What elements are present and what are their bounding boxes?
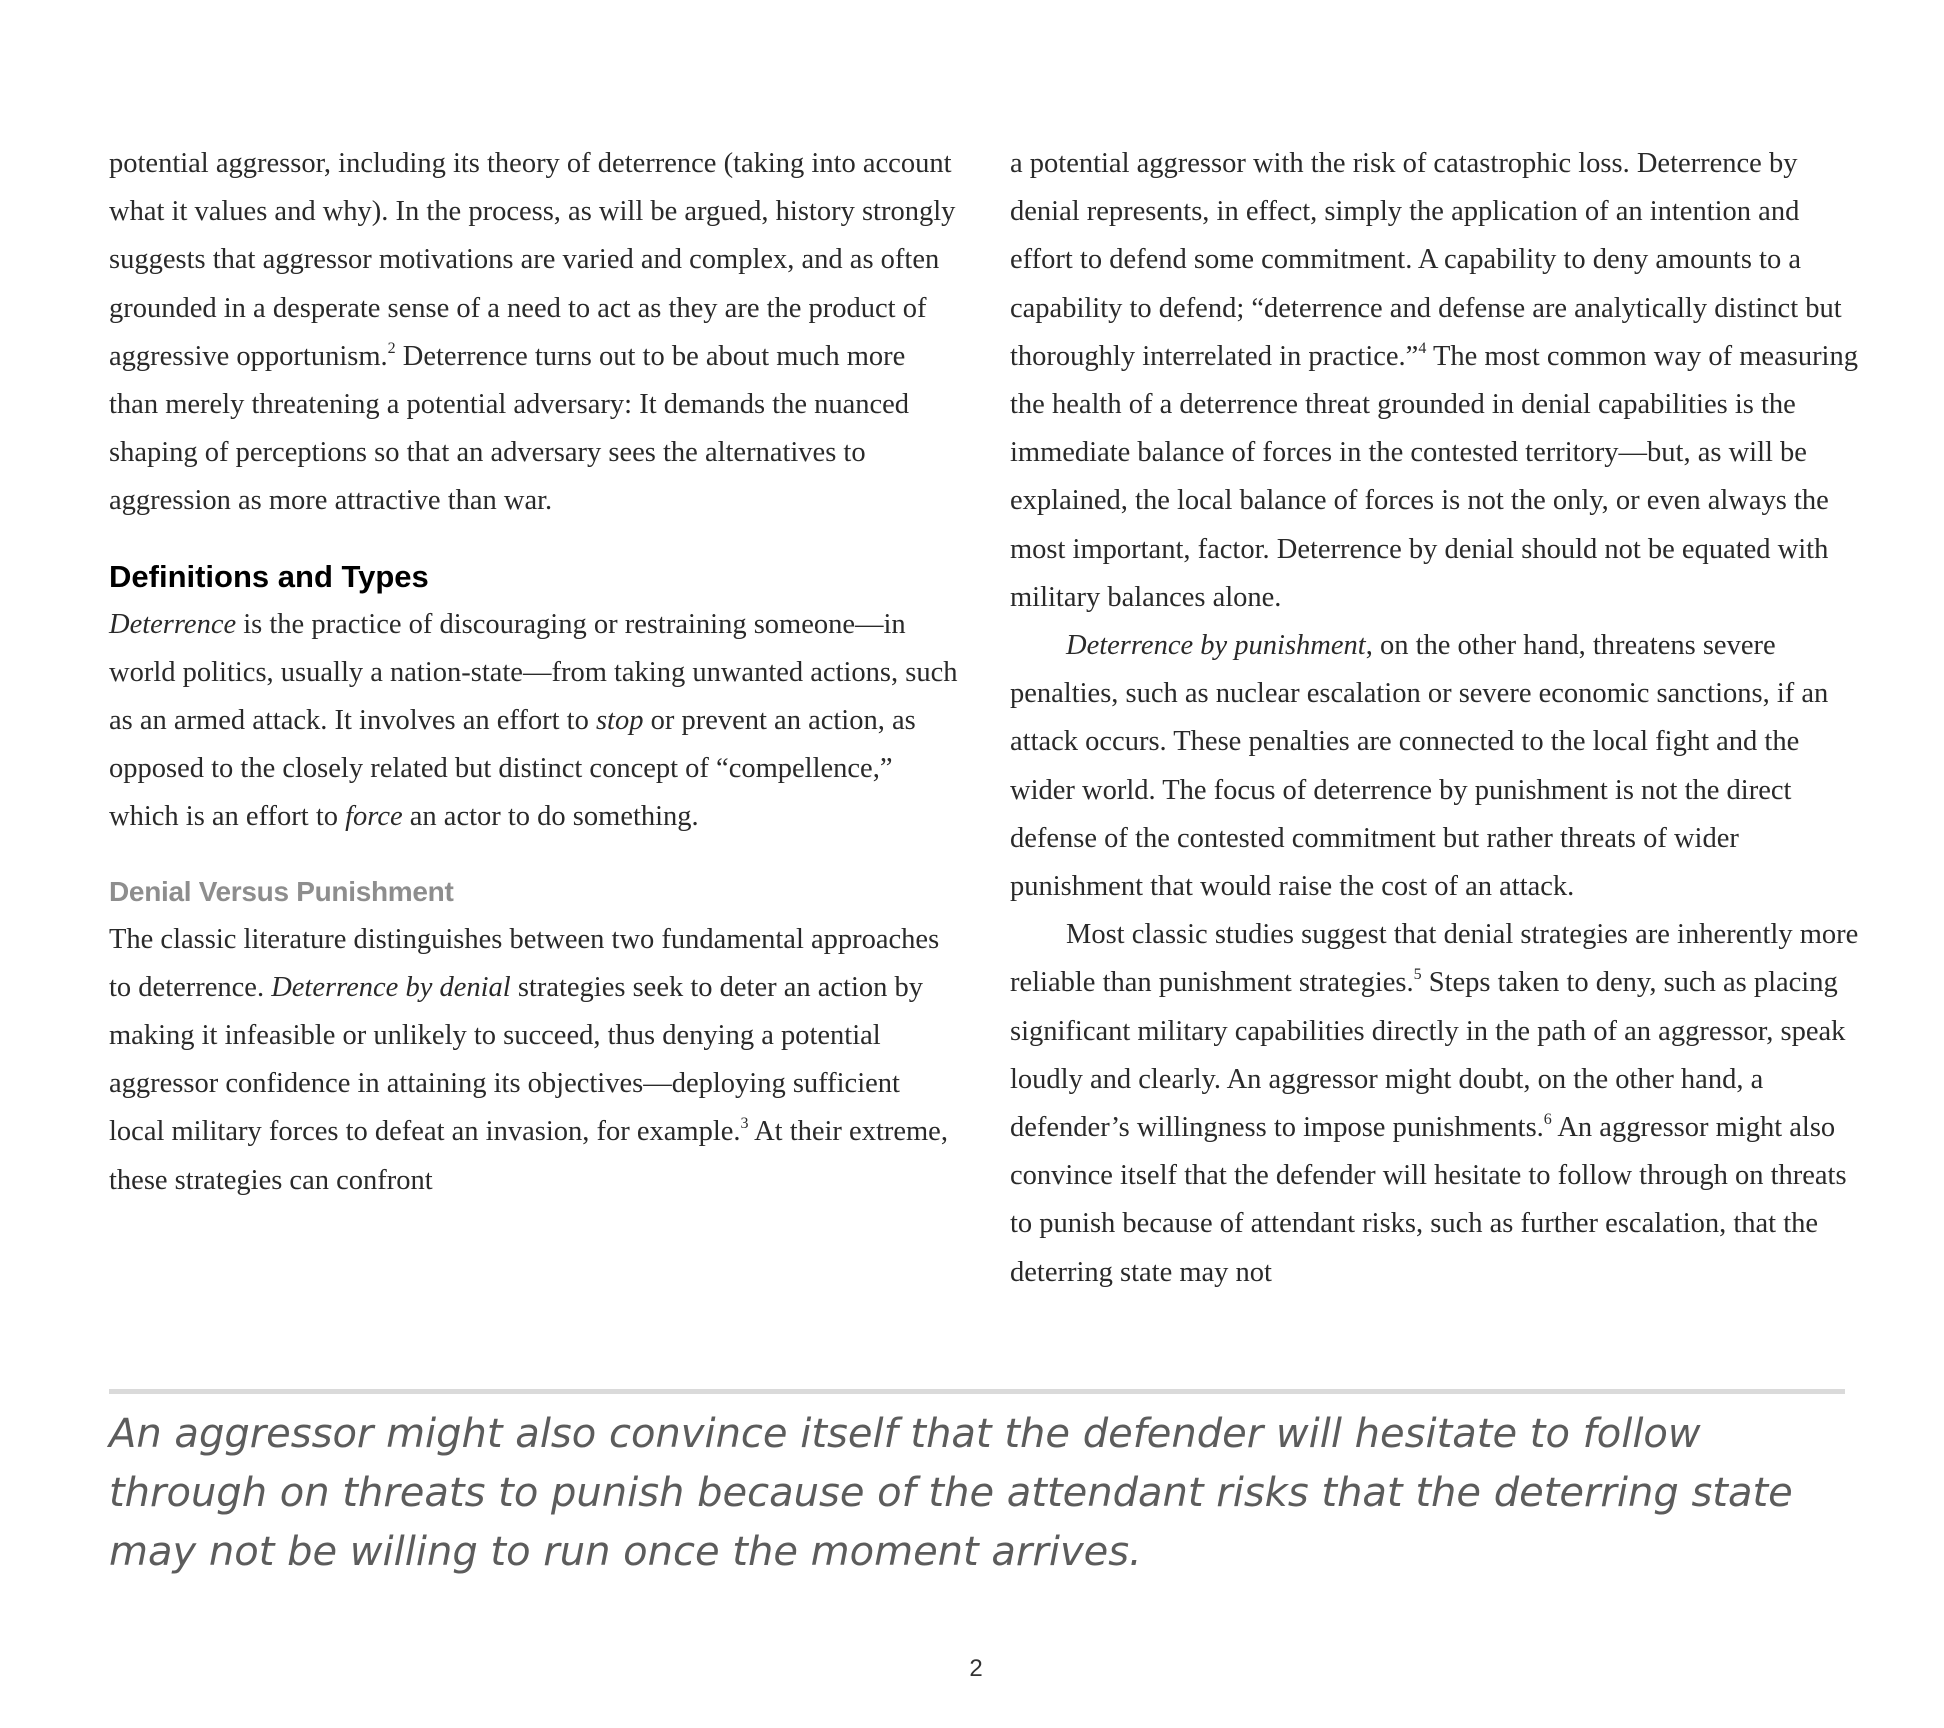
intro-paragraph xyxy=(109,140,959,526)
studies-text-end: An aggressor might also convince itself that the defender will hesitate to follow through on threats to punish because of attendant risks, such as further escalation, that the deterring state may not xyxy=(1010,1112,1847,1288)
term-deterrence: Deterrence xyxy=(109,608,237,640)
subsection-heading: Denial Versus Punishment xyxy=(109,875,454,907)
denial-paragraph xyxy=(1010,140,1860,622)
studies-text-cont: Steps taken to deny, such as placing significant military capabilities directly in the path of an aggressor, speak loudly and clearly. An aggressor might doubt, on the other hand, a defender’s willingness to impose punishments. xyxy=(1010,967,1846,1144)
classic-text-cont: strategies seek to deter an action by making it infeasible or unlikely to succeed, thus denying a potential aggressor confidence in attaining its objectives—deploying sufficient local military forces to defeat an invasion, for example. xyxy=(109,971,924,1148)
term-deterrence-by-denial: Deterrence by denial xyxy=(271,971,511,1003)
punishment-text: , on the other hand, threatens severe penalties, such as nuclear escalation or severe economic sanctions, if an attack occurs. These penalties are connected to the local fight and the wider world. The focus of deterrence by punishment is not the direct defense of the contested commitment but rather threats of wider punishment that would raise the cost of an attack. xyxy=(1010,630,1829,903)
emphasis-force: force xyxy=(345,801,403,833)
term-deterrence-by-punishment: Deterrence by punishment xyxy=(1066,630,1366,662)
footnote-ref[interactable]: 4 xyxy=(1418,339,1427,357)
denial-text: a potential aggressor with the risk of catastrophic loss. Deterrence by denial represents, in effect, simply the application of an intention and effort to defend some commitment. A capability to deny amounts to a capability to defend; “deterrence and defense are analytically distinct but thoroughly interrelated in practice.” xyxy=(1010,148,1842,372)
left-column xyxy=(109,140,959,1205)
pull-quote-rule xyxy=(109,1389,1845,1394)
footnote-ref[interactable]: 2 xyxy=(387,339,396,357)
pull-quote: An aggressor might also convince itself that the defender will hesitate to follow through on threats to punish because of the attendant risks that the deterring state may not be willing to run once the moment arrives. xyxy=(109,1411,1793,1575)
studies-text: Most classic studies suggest that denial strategies are inherently more reliable than punishment strategies. xyxy=(1010,919,1859,999)
punishment-paragraph xyxy=(1010,622,1860,911)
intro-text: potential aggressor, including its theory of deterrence (taking into account what it values and why). In the process, as will be argued, history strongly suggests that aggressor motivations are varied and complex, and as often grounded in a desperate sense of a need to act as they are the product of aggressive opportunism. xyxy=(109,148,956,372)
section-heading: Definitions and Types xyxy=(109,558,429,594)
definition-text-cont: or prevent an action, as opposed to the closely related but distinct concept of “compellence,” which is an effort to xyxy=(109,705,916,833)
definition-text-end: an actor to do something. xyxy=(402,801,699,833)
right-column xyxy=(1010,140,1860,1297)
footnote-ref[interactable]: 5 xyxy=(1413,966,1422,984)
emphasis-stop: stop xyxy=(595,705,644,737)
classic-text-end: At their extreme, these strategies can confront xyxy=(109,1116,948,1196)
footnote-ref[interactable]: 3 xyxy=(740,1115,749,1133)
page-number: 2 xyxy=(969,1655,983,1682)
intro-text-cont: Deterrence turns out to be about much more than merely threatening a potential adversary: It demands the nuanced shaping of perceptions so that an adversary sees the alternatives to aggression as more attractive than war. xyxy=(109,340,910,517)
footnote-ref[interactable]: 6 xyxy=(1543,1111,1552,1129)
classic-text: The classic literature distinguishes between two fundamental approaches to deterrence. xyxy=(109,923,940,1003)
definition-text: is the practice of discouraging or restraining someone—in world politics, usually a nation-state—from taking unwanted actions, such as an armed attack. It involves an effort to xyxy=(109,608,958,737)
classic-studies-paragraph xyxy=(1010,911,1860,1297)
classic-literature-paragraph xyxy=(109,916,959,1205)
definition-paragraph xyxy=(109,601,959,842)
denial-text-cont: The most common way of measuring the health of a deterrence threat grounded in denial capabilities is the immediate balance of forces in the contested territory—but, as will be explained, the local balance of forces is not the only, or even always the most important, factor. Deterrence by denial should not be equated with military balances alone. xyxy=(1010,340,1858,613)
